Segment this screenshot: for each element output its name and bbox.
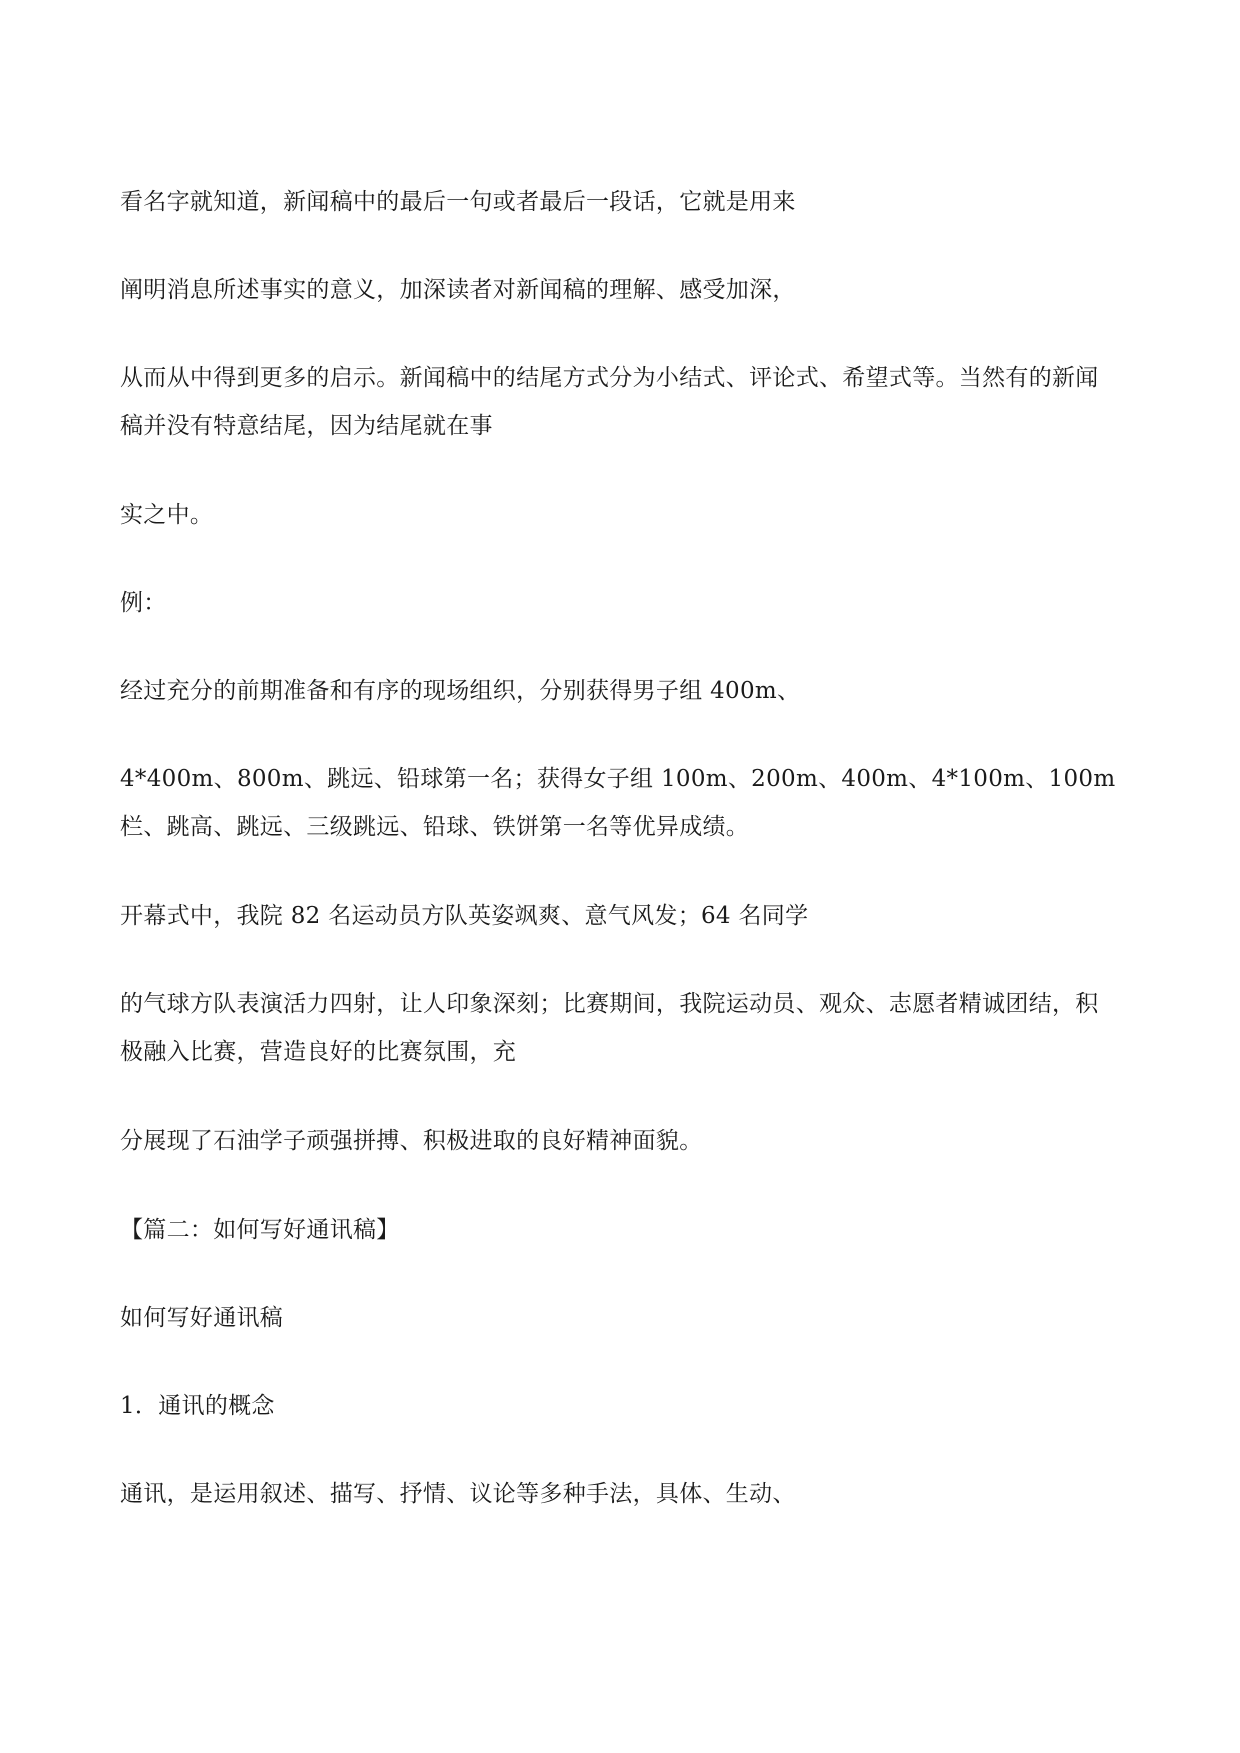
paragraph-6: 经过充分的前期准备和有序的现场组织，分别获得男子组 400m、: [120, 678, 801, 704]
paragraph-10: 分展现了石油学子顽强拼搏、积极进取的良好精神面貌。: [120, 1128, 703, 1154]
section-heading: 【篇二：如何写好通讯稿】: [120, 1217, 400, 1243]
paragraph-2: 阐明消息所述事实的意义，加深读者对新闻稿的理解、感受加深，: [120, 277, 796, 303]
paragraph-3: 从而从中得到更多的启示。新闻稿中的结尾方式分为小结式、评论式、希望式等。当然有的新闻稿并没有特意结尾，因为结尾就在事: [120, 365, 1099, 439]
section-title: 如何写好通讯稿: [120, 1305, 284, 1331]
paragraph-8: 开幕式中，我院 82 名运动员方队英姿飒爽、意气风发；64 名同学: [120, 903, 809, 929]
subsection-heading: 1．通讯的概念: [120, 1393, 275, 1419]
paragraph-5: 例：: [120, 590, 167, 616]
paragraph-9: 的气球方队表演活力四射，让人印象深刻；比赛期间，我院运动员、观众、志愿者精诚团结，积极融入比赛，营造良好的比赛氛围，充: [120, 991, 1099, 1065]
paragraph-14: 通讯，是运用叙述、描写、抒情、议论等多种手法，具体、生动、: [120, 1481, 796, 1507]
paragraph-1: 看名字就知道，新闻稿中的最后一句或者最后一段话，它就是用来: [120, 189, 796, 215]
paragraph-7: 4*400m、800m、跳远、铅球第一名；获得女子组 100m、200m、400m、4*100m、100m 栏、跳高、跳远、三级跳远、铅球、铁饼第一名等优异成绩。: [120, 766, 1116, 840]
paragraph-4: 实之中。: [120, 502, 214, 528]
